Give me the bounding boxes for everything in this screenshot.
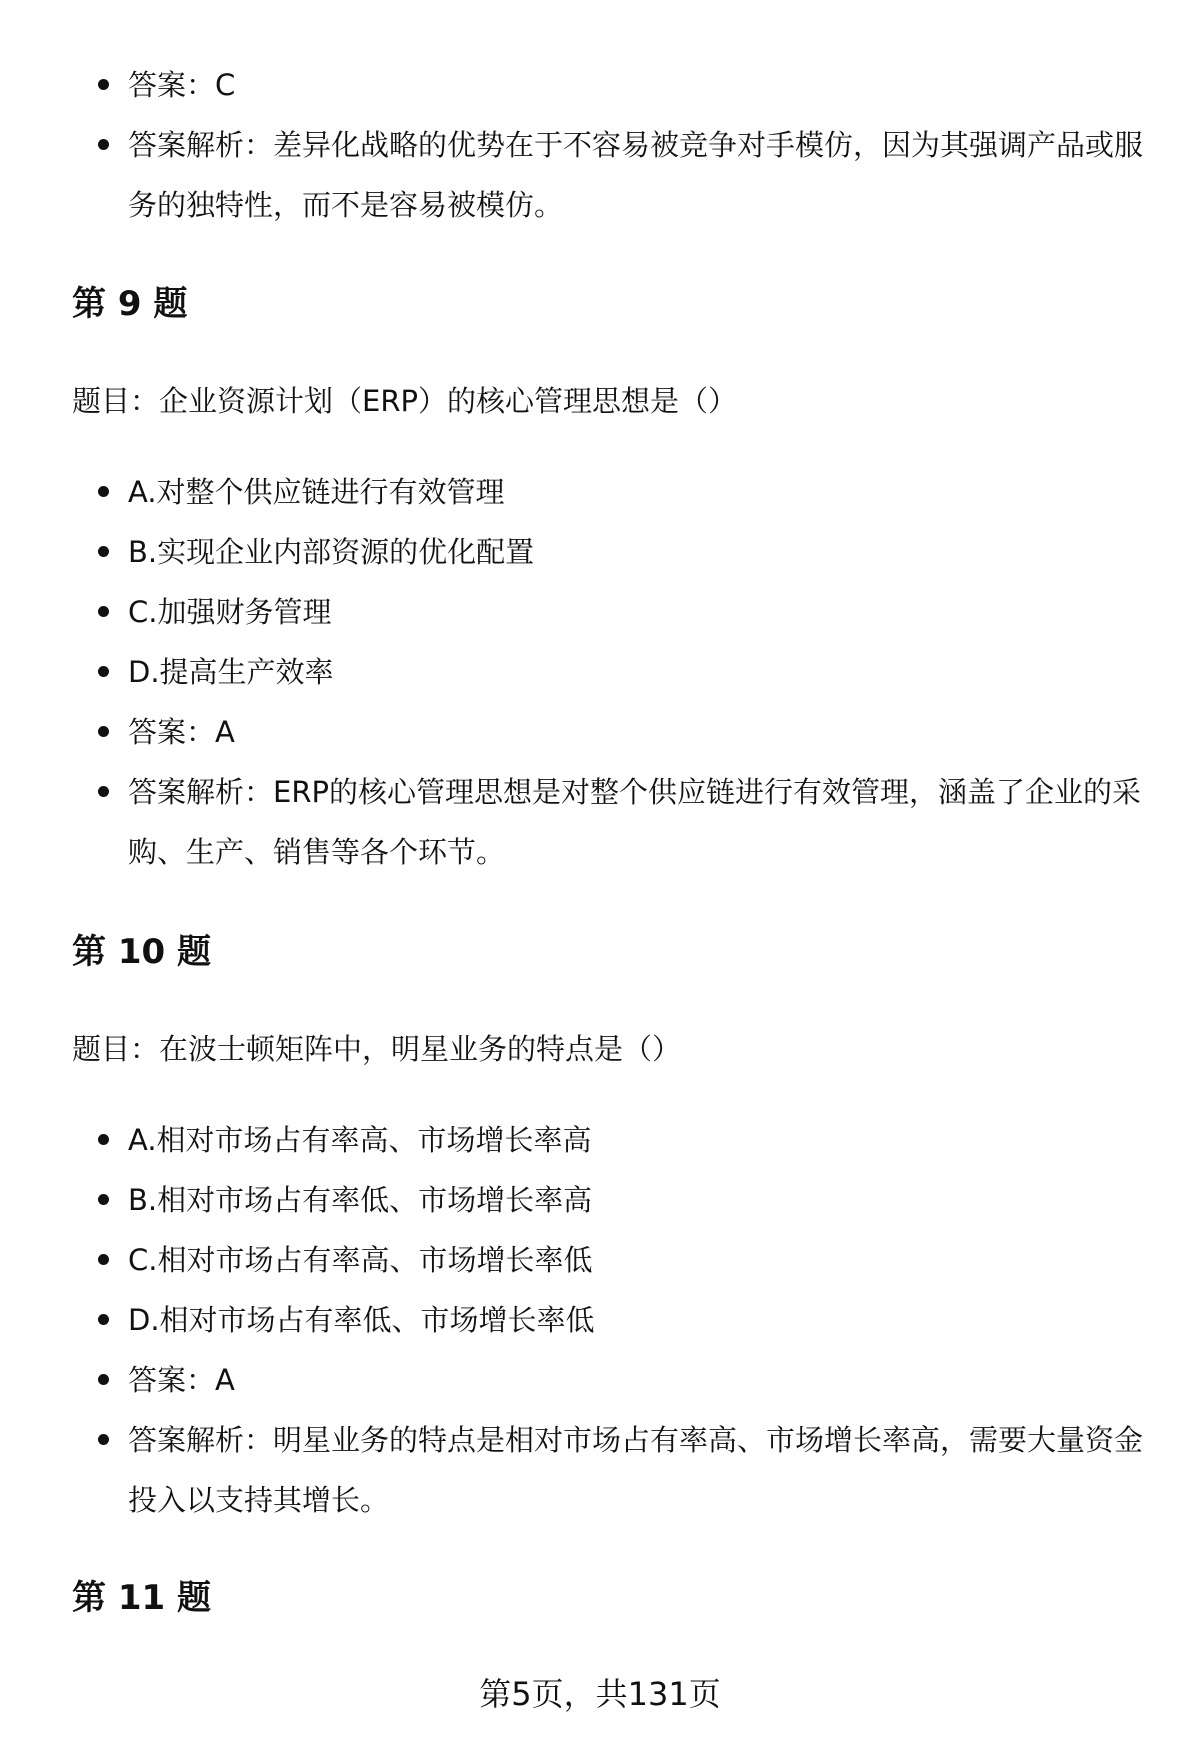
q9-option-d: D.提高生产效率	[128, 655, 334, 689]
q8-answer: 答案：C	[128, 68, 236, 102]
q9-question: 题目：企业资源计划（ERP）的核心管理思想是（）	[72, 384, 737, 418]
bullet-icon	[98, 786, 109, 797]
bullet-icon	[98, 1194, 109, 1205]
bullet-icon	[98, 726, 109, 737]
q10-explanation: 答案解析：明星业务的特点是相对市场占有率高、市场增长率高，需要大量资金投入以支持其增长。	[128, 1423, 1144, 1517]
bullet-icon	[98, 546, 109, 557]
q9-heading: 第 9 题	[72, 284, 188, 324]
q9-explanation: 答案解析：ERP的核心管理思想是对整个供应链进行有效管理，涵盖了企业的采购、生产、销售等各个环节。	[128, 775, 1141, 869]
bullet-icon	[98, 1434, 109, 1445]
bullet-icon	[98, 486, 109, 497]
q10-heading: 第 10 题	[72, 932, 211, 972]
q10-answer: 答案：A	[128, 1363, 235, 1397]
bullet-icon	[98, 1374, 109, 1385]
q11-heading: 第 11 题	[72, 1578, 211, 1618]
q10-option-c: C.相对市场占有率高、市场增长率低	[128, 1243, 593, 1277]
q9-answer: 答案：A	[128, 715, 235, 749]
bullet-icon	[98, 606, 109, 617]
bullet-icon	[98, 1254, 109, 1265]
q10-question: 题目：在波士顿矩阵中，明星业务的特点是（）	[72, 1032, 682, 1066]
bullet-icon	[98, 1314, 109, 1325]
q10-option-b: B.相对市场占有率低、市场增长率高	[128, 1183, 593, 1217]
q10-option-a: A.相对市场占有率高、市场增长率高	[128, 1123, 592, 1157]
bullet-icon	[98, 666, 109, 677]
q9-option-a: A.对整个供应链进行有效管理	[128, 475, 505, 509]
q10-option-d: D.相对市场占有率低、市场增长率低	[128, 1303, 595, 1337]
bullet-icon	[98, 79, 109, 90]
page-number: 第5页，共131页	[479, 1675, 721, 1713]
q9-option-b: B.实现企业内部资源的优化配置	[128, 535, 535, 569]
q9-option-c: C.加强财务管理	[128, 595, 332, 629]
bullet-icon	[98, 1134, 109, 1145]
bullet-icon	[98, 139, 109, 150]
q8-explanation: 答案解析：差异化战略的优势在于不容易被竞争对手模仿，因为其强调产品或服务的独特性，而不是容易被模仿。	[128, 128, 1144, 222]
